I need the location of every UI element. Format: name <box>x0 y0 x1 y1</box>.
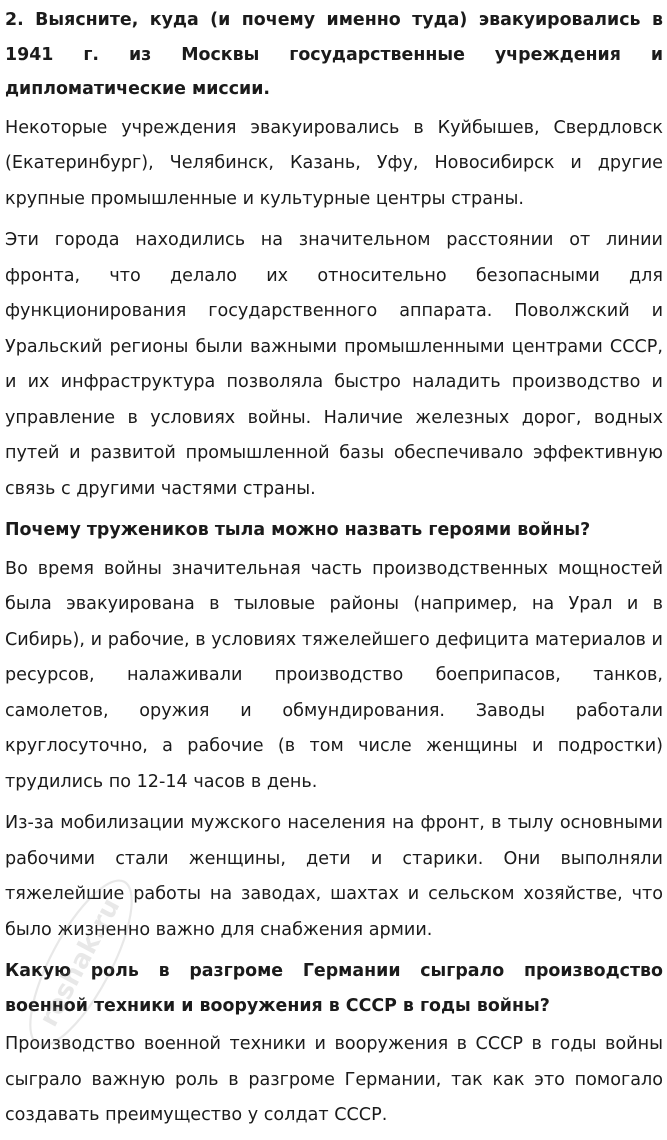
answer-evacuation-reasons: Эти города находились на значительном расстоянии от линии фронта, что делало их относительно безопасными для функционирования государственного аппарата. Поволжский и Уральский регионы были важными промышленными центрами СССР, и их инфраструктура позволяла быстро наладить производство и управление в условиях войны. Наличие железных дорог, водных путей и развитой промышленной базы обеспечивало эффективную связь с другими частями страны. <box>5 230 663 499</box>
answer-home-front-production: Во время войны значительная часть производственных мощностей была эвакуирована в тыловые районы (например, на Урал и в Сибирь), и рабочие, в условиях тяжелейшего дефицита материалов и ресурсов, налаживали производство боеприпасов, танков, самолетов, оружия и обмундирования. Заводы работали круглосуточно, а рабочие (в том числе женщины и подростки) трудились по 12-14 часов в день. <box>5 558 663 792</box>
answer-military-production: Производство военной техники и вооружения в СССР в годы войны сыграло важную роль в разгроме Германии, так как это помогало создавать преимущество у солдат СССР. <box>5 1034 663 1125</box>
document-page <box>5 3 663 1140</box>
question-home-front-heroes: Почему тружеников тыла можно назвать героями войны? <box>5 520 591 540</box>
answer-home-front-workers: Из-за мобилизации мужского населения на фронт, в тылу основными рабочими стали женщины, дети и старики. Они выполняли тяжелейшие работы на заводах, шахтах и сельском хозяйстве, что было жизненно важно для снабжения армии. <box>5 813 663 940</box>
question-military-production: Какую роль в разгроме Германии сыграло производство военной техники и вооружения в СССР в годы войны? <box>5 961 663 1016</box>
svg-text:reshak.ru: reshak.ru <box>33 893 127 1032</box>
answer-evacuation-cities: Некоторые учреждения эвакуировались в Куйбышев, Свердловск (Екатеринбург), Челябинск, Казань, Уфу, Новосибирск и другие крупные промышленные и культурные центры страны. <box>5 117 663 209</box>
question-evacuation: 2. Выясните, куда (и почему именно туда) эвакуировались в 1941 г. из Москвы государственные учреждения и дипломатические миссии. <box>5 10 663 99</box>
